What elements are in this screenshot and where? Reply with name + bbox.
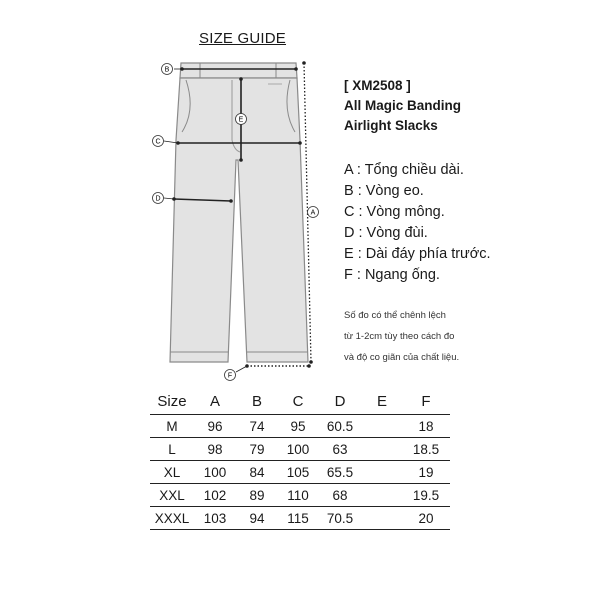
table-cell: 63 xyxy=(318,438,362,461)
table-row xyxy=(150,415,450,438)
table-cell: 100 xyxy=(278,438,318,461)
marker-a: A xyxy=(310,209,316,217)
table-cell: XXL xyxy=(150,484,194,507)
table-cell: 94 xyxy=(236,507,278,530)
column-header: C xyxy=(278,388,318,415)
table-cell: 95 xyxy=(278,415,318,438)
table-cell xyxy=(362,507,402,530)
table-cell: 18 xyxy=(402,415,450,438)
table-row xyxy=(150,461,450,484)
table-header-row xyxy=(150,388,450,415)
table-cell: 20 xyxy=(402,507,450,530)
product-name-line2: Airlight Slacks xyxy=(344,118,438,133)
column-header: F xyxy=(402,388,450,415)
table-cell: M xyxy=(150,415,194,438)
legend-item: E : Dài đáy phía trước. xyxy=(344,246,491,262)
table-cell: 19 xyxy=(402,461,450,484)
table-cell: 19.5 xyxy=(402,484,450,507)
size-table xyxy=(150,388,450,530)
marker-d: D xyxy=(155,195,161,203)
table-cell xyxy=(362,484,402,507)
pants-illustration xyxy=(170,63,308,362)
table-cell: 105 xyxy=(278,461,318,484)
column-header: E xyxy=(362,388,402,415)
table-cell: 70.5 xyxy=(318,507,362,530)
marker-b: B xyxy=(164,66,170,74)
column-header: D xyxy=(318,388,362,415)
legend-item: C : Vòng mông. xyxy=(344,204,445,220)
legend-item: B : Vòng eo. xyxy=(344,183,424,199)
legend-item: D : Vòng đùi. xyxy=(344,225,428,241)
column-header: A xyxy=(194,388,236,415)
table-cell: L xyxy=(150,438,194,461)
column-header: B xyxy=(236,388,278,415)
marker-e: E xyxy=(238,116,244,124)
size-guide-title: SIZE GUIDE xyxy=(199,30,287,47)
marker-c: C xyxy=(155,138,161,146)
marker-f: F xyxy=(227,372,233,380)
table-cell: XXXL xyxy=(150,507,194,530)
table-cell: 65.5 xyxy=(318,461,362,484)
table-cell: 110 xyxy=(278,484,318,507)
table-cell: 98 xyxy=(194,438,236,461)
legend-item: F : Ngang ống. xyxy=(344,267,440,283)
note-line: và độ co giãn của chất liệu. xyxy=(344,352,460,363)
measurement-legend xyxy=(344,160,491,286)
table-cell xyxy=(362,438,402,461)
product-code: [ XM2508 ] xyxy=(344,78,411,93)
table-cell: 115 xyxy=(278,507,318,530)
table-cell: XL xyxy=(150,461,194,484)
note-line: Số đo có thể chênh lệch xyxy=(344,310,446,321)
table-cell xyxy=(362,461,402,484)
table-row xyxy=(150,438,450,461)
table-cell: 68 xyxy=(318,484,362,507)
table-row xyxy=(150,484,450,507)
pants-waistband xyxy=(180,63,297,78)
table-cell: 89 xyxy=(236,484,278,507)
table-cell: 60.5 xyxy=(318,415,362,438)
table-cell: 100 xyxy=(194,461,236,484)
product-name-line1: All Magic Banding xyxy=(344,98,462,113)
table-cell: 84 xyxy=(236,461,278,484)
column-header: Size xyxy=(150,388,194,415)
measurement-note xyxy=(344,305,459,368)
legend-item: A : Tổng chiều dài. xyxy=(344,162,464,178)
table-cell: 79 xyxy=(236,438,278,461)
table-cell: 96 xyxy=(194,415,236,438)
table-cell: 18.5 xyxy=(402,438,450,461)
table-row xyxy=(150,507,450,530)
table-cell: 103 xyxy=(194,507,236,530)
table-cell: 74 xyxy=(236,415,278,438)
table-cell: 102 xyxy=(194,484,236,507)
product-info xyxy=(344,76,461,136)
table-cell xyxy=(362,415,402,438)
note-line: từ 1-2cm tùy theo cách đo xyxy=(344,331,455,342)
